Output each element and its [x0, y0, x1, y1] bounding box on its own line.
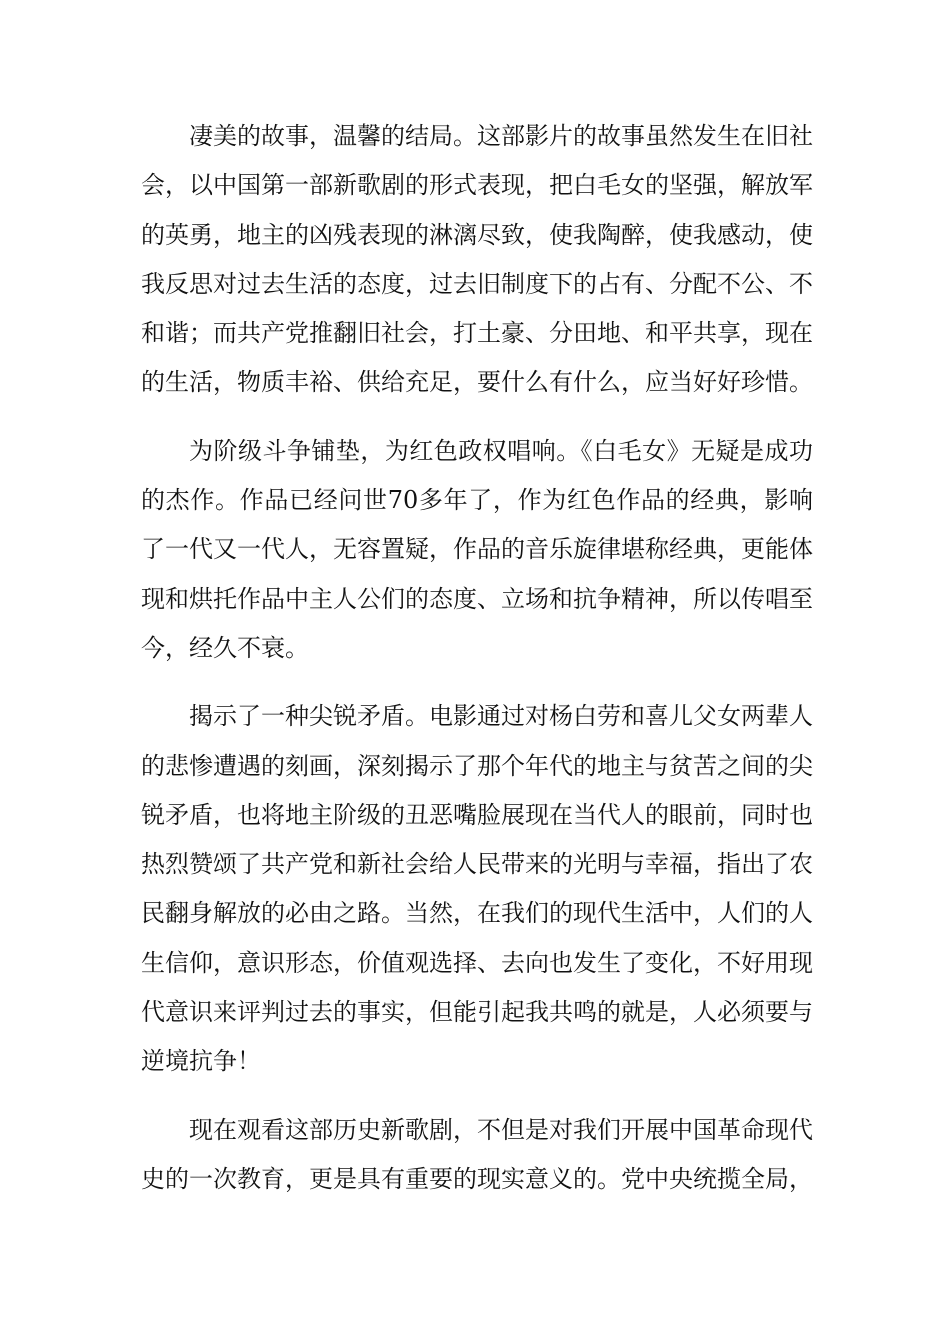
- paragraph: 现在观看这部历史新歌剧，不但是对我们开展中国革命现代史的一次教育，更是具有重要的现实意义的。党中央统揽全局，: [141, 1115, 813, 1193]
- paragraph: 为阶级斗争铺垫，为红色政权唱响。《白毛女》无疑是成功的杰作。作品已经问世70多年了，作为红色作品的经典，影响了一代又一代人，无容置疑，作品的音乐旋律堪称经典，更能体现和烘托作品中主人公们的态度、立场和抗争精神，所以传唱至今，经久不衰。: [141, 436, 813, 662]
- paragraph: 揭示了一种尖锐矛盾。电影通过对杨白劳和喜儿父女两辈人的悲惨遭遇的刻画，深刻揭示了那个年代的地主与贫苦之间的尖锐矛盾，也将地主阶级的丑恶嘴脸展现在当代人的眼前，同时也热烈赞颂了共产党和新社会给人民带来的光明与幸福，指出了农民翻身解放的必由之路。当然，在我们的现代生活中，人们的人生信仰，意识形态，价值观选择、去向也发生了变化，不好用现代意识来评判过去的事实，但能引起我共鸣的就是，人必须要与逆境抗争！: [141, 702, 813, 1076]
- document-body: [141, 112, 813, 1223]
- paragraph: 凄美的故事，温馨的结局。这部影片的故事虽然发生在旧社会，以中国第一部新歌剧的形式表现，把白毛女的坚强，解放军的英勇，地主的凶残表现的淋漓尽致，使我陶醉，使我感动，使我反思对过去生活的态度，过去旧制度下的占有、分配不公、不和谐；而共产党推翻旧社会，打土豪、分田地、和平共享，现在的生活，物质丰裕、供给充足，要什么有什么，应当好好珍惜。: [141, 122, 813, 397]
